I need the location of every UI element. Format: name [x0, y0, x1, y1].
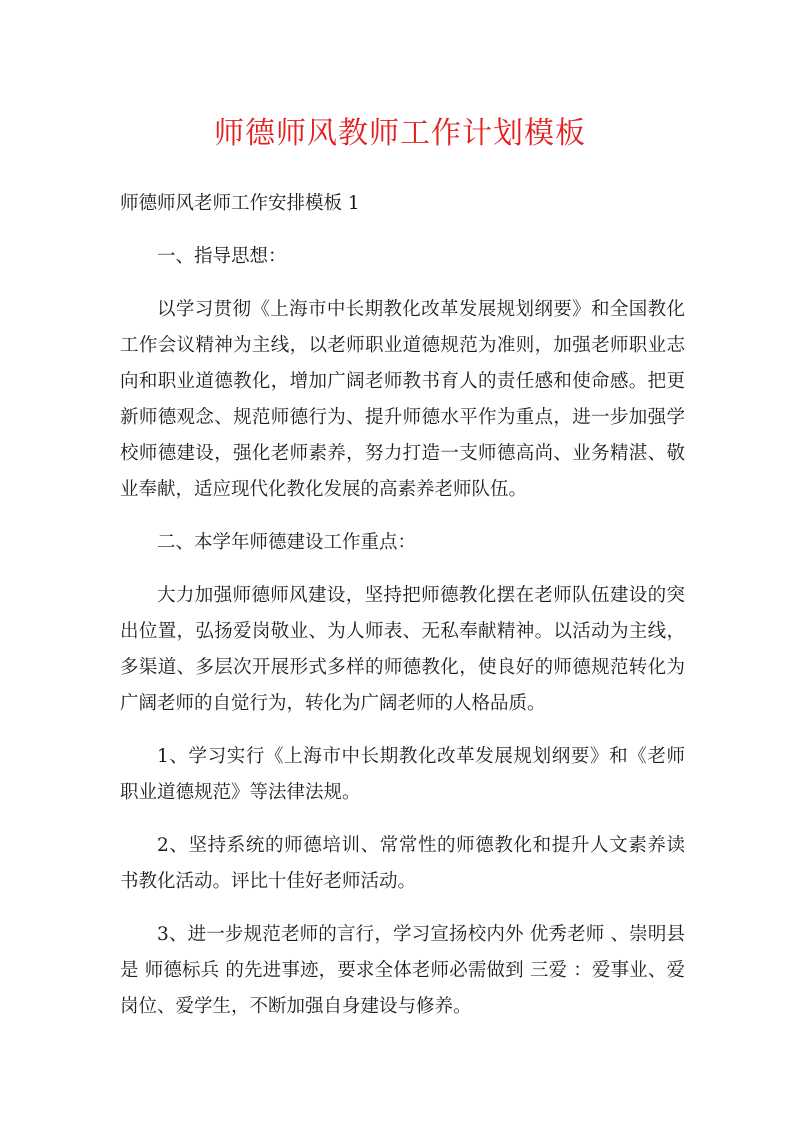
list-item-1: 1、学习实行《上海市中长期教化改革发展规划纲要》和《老师职业道德规范》等法律法规。: [120, 746, 685, 803]
paragraph-guiding-ideology: 以学习贯彻《上海市中长期教化改革发展规划纲要》和全国教化工作会议精神为主线，以老师职业道德规范为准则，加强老师职业志向和职业道德教化，增加广阔老师教书育人的责任感和使命感。把更新师德观念、规范师德行为、提升师德水平作为重点，进一步加强学校师德建设，强化老师素养，努力打造一支师德高尚、业务精湛、敬业奉献，适应现代化教化发展的高素养老师队伍。: [120, 299, 685, 500]
list-item-2: 2、坚持系统的师德培训、常常性的师德教化和提升人文素养读书教化活动。评比十佳好老师活动。: [120, 835, 685, 892]
document-subtitle: 师德师风老师工作安排模板 1: [120, 193, 360, 214]
document-title: 师德师风教师工作计划模板: [214, 116, 586, 151]
paragraph-work-focus: 大力加强师德师风建设，坚持把师德教化摆在老师队伍建设的突出位置，弘扬爱岗敬业、为人师表、无私奉献精神。以活动为主线，多渠道、多层次开展形式多样的师德教化，使良好的师德规范转化为广阔老师的自觉行为，转化为广阔老师的人格品质。: [120, 585, 685, 714]
section-heading-guiding-ideology: 一、指导思想：: [157, 246, 287, 267]
document-body: [120, 186, 685, 1042]
section-heading-work-focus: 二、本学年师德建设工作重点：: [157, 532, 417, 553]
list-item-3: 3、进一步规范老师的言行，学习宣扬校内外 优秀老师 、崇明县是 师德标兵 的先进事迹，要求全体老师必需做到 三爱 ：爱事业、爱岗位、爱学生，不断加强自身建设与修养。: [120, 924, 685, 1017]
